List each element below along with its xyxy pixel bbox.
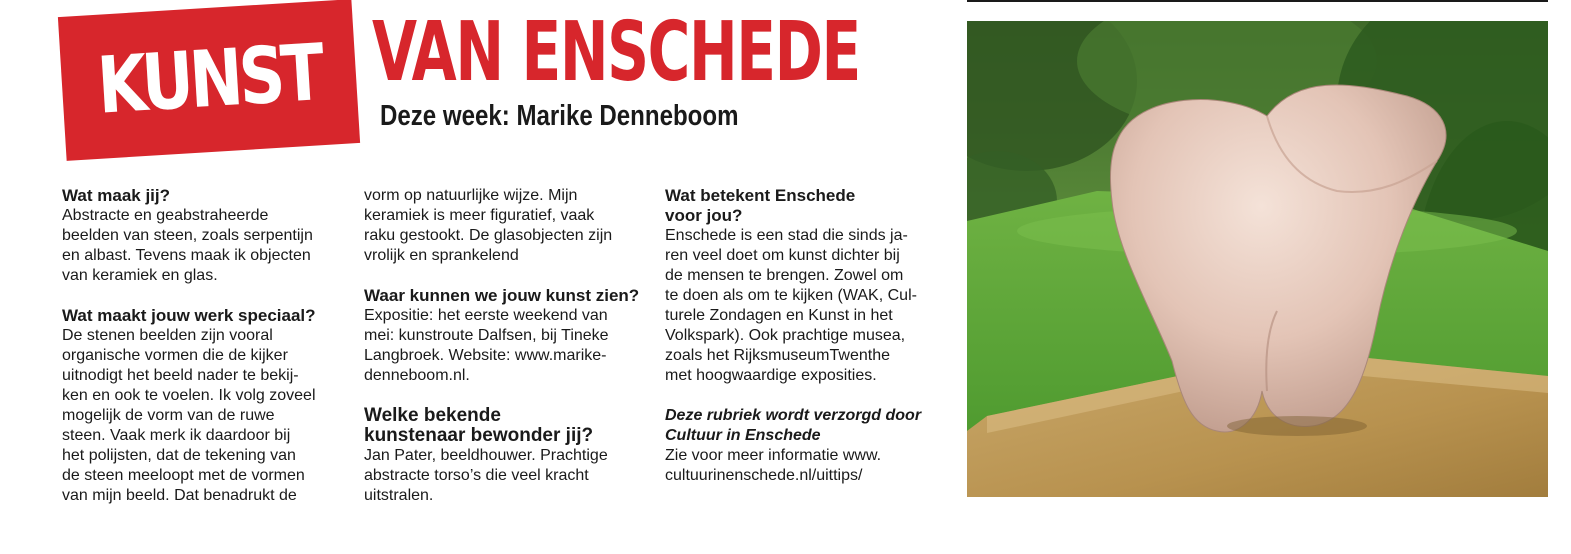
answer-line: het polijsten, dat de tekening van (62, 447, 296, 464)
article-column-2 (364, 186, 654, 506)
question-heading: Wat betekent Enschede (665, 186, 856, 205)
answer-line: Langbroek. Website: www.marike- (364, 347, 607, 364)
answer-line: uitstralen. (364, 487, 434, 504)
top-rule (967, 0, 1548, 2)
answer-line: en albast. Tevens maak ik objecten (62, 247, 311, 264)
answer-line: ren veel doet om kunst dichter bij (665, 247, 900, 264)
answer-line: uitnodigt het beeld nader te bekij- (62, 367, 299, 384)
answer-line: Volkspark). Ook prachtige musea, (665, 327, 906, 344)
question-heading: Welke bekende (364, 405, 501, 426)
answer-line: van keramiek en glas. (62, 267, 218, 284)
credit-line: Cultuur in Enschede (665, 427, 821, 444)
kunst-banner (58, 0, 360, 161)
question-heading: Wat maakt jouw werk speciaal? (62, 306, 316, 325)
answer-line: van mijn beeld. Dat benadrukt de (62, 487, 297, 504)
article-column-3 (665, 186, 945, 486)
sculpture-photo (967, 21, 1548, 497)
answer-line: organische vormen die de kijker (62, 347, 288, 364)
answer-line: De stenen beelden zijn vooral (62, 327, 273, 344)
question-heading: kunstenaar bewonder jij? (364, 425, 594, 446)
answer-line: steen. Vaak merk ik daardoor bij (62, 427, 291, 444)
answer-line: keramiek is meer figuratief, vaak (364, 207, 595, 224)
answer-line: raku gestookt. De glasobjecten zijn (364, 227, 613, 244)
answer-line: te doen als om te kijken (WAK, Cul- (665, 287, 917, 304)
answer-line: abstracte torso’s die veel kracht (364, 467, 589, 484)
answer-line: vorm op natuurlijke wijze. Mijn (364, 187, 578, 204)
answer-line: vrolijk en sprankelend (364, 247, 519, 264)
answer-line: zoals het RijksmuseumTwenthe (665, 347, 890, 364)
sculpture-photo-drawing (967, 21, 1548, 497)
credit-line: Deze rubriek wordt verzorgd door (665, 407, 922, 424)
answer-line: met hoogwaardige exposities. (665, 367, 877, 384)
answer-line: Abstracte en geabstraheerde (62, 207, 269, 224)
page-subtitle: Deze week: Marike Denneboom (380, 100, 739, 132)
answer-line: de steen meeloopt met de vormen (62, 467, 305, 484)
answer-line: mogelijk de vorm van de ruwe (62, 407, 275, 424)
info-line: cultuurinenschede.nl/uittips/ (665, 467, 863, 484)
banner-word: KUNST (94, 28, 324, 132)
answer-line: Jan Pater, beeldhouwer. Prachtige (364, 447, 608, 464)
article-column-1 (62, 186, 352, 506)
answer-line: beelden van steen, zoals serpentijn (62, 227, 313, 244)
answer-line: Enschede is een stad die sinds ja- (665, 227, 908, 244)
info-line: Zie voor meer informatie www. (665, 447, 882, 464)
answer-line: mei: kunstroute Dalfsen, bij Tineke (364, 327, 609, 344)
answer-line: Expositie: het eerste weekend van (364, 307, 608, 324)
question-heading: Waar kunnen we jouw kunst zien? (364, 286, 640, 305)
answer-line: denneboom.nl. (364, 367, 470, 384)
page-title: VAN ENSCHEDE (372, 5, 860, 100)
answer-line: ken en ook te voelen. Ik volg zoveel (62, 387, 316, 404)
answer-line: turele Zondagen en Kunst in het (665, 307, 893, 324)
question-heading: voor jou? (665, 206, 743, 225)
question-heading: Wat maak jij? (62, 186, 171, 205)
answer-line: de mensen te brengen. Zowel om (665, 267, 904, 284)
